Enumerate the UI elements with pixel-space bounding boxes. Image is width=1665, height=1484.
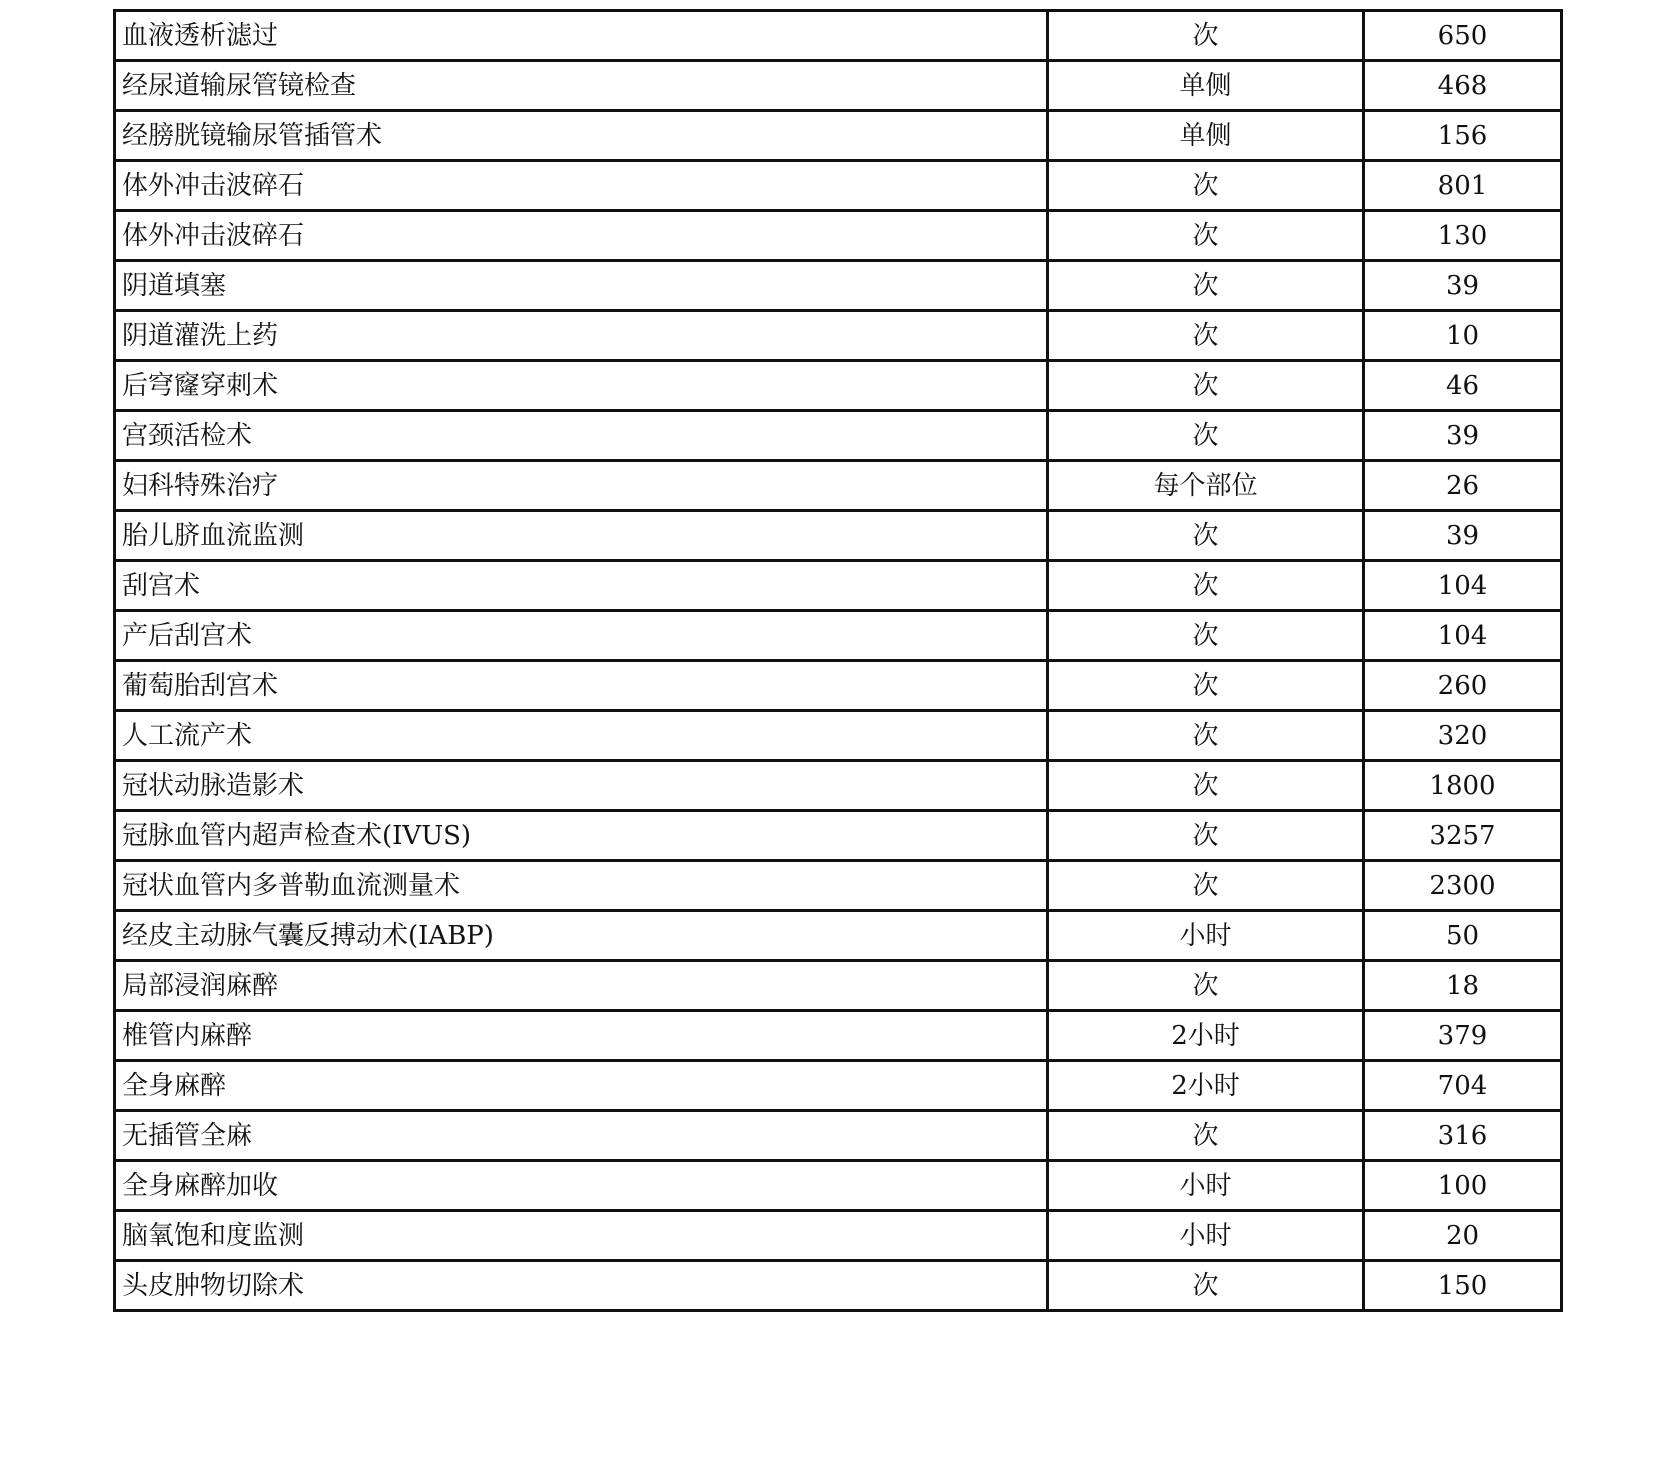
item-name-cell: 全身麻醉 [115, 1061, 1048, 1111]
unit-cell: 次 [1048, 1111, 1364, 1161]
unit-cell: 次 [1048, 961, 1364, 1011]
unit-cell: 次 [1048, 711, 1364, 761]
unit-cell: 次 [1048, 411, 1364, 461]
fee-table [113, 9, 1563, 1312]
price-cell: 3257 [1364, 811, 1562, 861]
unit-cell: 次 [1048, 261, 1364, 311]
item-name-cell: 人工流产术 [115, 711, 1048, 761]
price-cell: 150 [1364, 1261, 1562, 1311]
item-name-cell: 冠脉血管内超声检查术(IVUS) [115, 811, 1048, 861]
price-cell: 20 [1364, 1211, 1562, 1261]
table-row [115, 1211, 1562, 1261]
price-cell: 801 [1364, 161, 1562, 211]
item-name-cell: 全身麻醉加收 [115, 1161, 1048, 1211]
unit-cell: 次 [1048, 211, 1364, 261]
table-row [115, 111, 1562, 161]
table-row [115, 161, 1562, 211]
table-row [115, 361, 1562, 411]
table-row [115, 61, 1562, 111]
price-cell: 156 [1364, 111, 1562, 161]
item-name-cell: 经皮主动脉气囊反搏动术(IABP) [115, 911, 1048, 961]
price-cell: 316 [1364, 1111, 1562, 1161]
price-cell: 704 [1364, 1061, 1562, 1111]
price-cell: 18 [1364, 961, 1562, 1011]
unit-cell: 小时 [1048, 1211, 1364, 1261]
unit-cell: 次 [1048, 511, 1364, 561]
item-name-cell: 无插管全麻 [115, 1111, 1048, 1161]
table-row [115, 1111, 1562, 1161]
table-row [115, 811, 1562, 861]
item-name-cell: 阴道灌洗上药 [115, 311, 1048, 361]
table-row [115, 411, 1562, 461]
unit-cell: 次 [1048, 11, 1364, 61]
unit-cell: 单侧 [1048, 61, 1364, 111]
price-cell: 10 [1364, 311, 1562, 361]
price-cell: 468 [1364, 61, 1562, 111]
item-name-cell: 椎管内麻醉 [115, 1011, 1048, 1061]
unit-cell: 单侧 [1048, 111, 1364, 161]
item-name-cell: 脑氧饱和度监测 [115, 1211, 1048, 1261]
price-cell: 130 [1364, 211, 1562, 261]
table-row [115, 1061, 1562, 1111]
table-row [115, 1261, 1562, 1311]
item-name-cell: 局部浸润麻醉 [115, 961, 1048, 1011]
item-name-cell: 经膀胱镜输尿管插管术 [115, 111, 1048, 161]
price-cell: 104 [1364, 611, 1562, 661]
item-name-cell: 胎儿脐血流监测 [115, 511, 1048, 561]
table-row [115, 711, 1562, 761]
table-row [115, 511, 1562, 561]
table-row [115, 1011, 1562, 1061]
table-row [115, 861, 1562, 911]
table-row [115, 661, 1562, 711]
item-name-cell: 阴道填塞 [115, 261, 1048, 311]
table-row [115, 611, 1562, 661]
price-cell: 1800 [1364, 761, 1562, 811]
price-cell: 650 [1364, 11, 1562, 61]
table-row [115, 461, 1562, 511]
unit-cell: 次 [1048, 661, 1364, 711]
fee-table-body [115, 11, 1562, 1311]
price-cell: 39 [1364, 261, 1562, 311]
unit-cell: 每个部位 [1048, 461, 1364, 511]
unit-cell: 次 [1048, 811, 1364, 861]
item-name-cell: 体外冲击波碎石 [115, 211, 1048, 261]
table-row [115, 961, 1562, 1011]
table-row [115, 261, 1562, 311]
unit-cell: 小时 [1048, 1161, 1364, 1211]
item-name-cell: 体外冲击波碎石 [115, 161, 1048, 211]
price-cell: 104 [1364, 561, 1562, 611]
unit-cell: 次 [1048, 561, 1364, 611]
unit-cell: 2小时 [1048, 1011, 1364, 1061]
table-row [115, 211, 1562, 261]
price-cell: 2300 [1364, 861, 1562, 911]
unit-cell: 2小时 [1048, 1061, 1364, 1111]
item-name-cell: 妇科特殊治疗 [115, 461, 1048, 511]
price-cell: 46 [1364, 361, 1562, 411]
table-row [115, 561, 1562, 611]
item-name-cell: 葡萄胎刮宫术 [115, 661, 1048, 711]
item-name-cell: 宫颈活检术 [115, 411, 1048, 461]
unit-cell: 次 [1048, 311, 1364, 361]
item-name-cell: 头皮肿物切除术 [115, 1261, 1048, 1311]
price-cell: 260 [1364, 661, 1562, 711]
table-row [115, 761, 1562, 811]
price-cell: 39 [1364, 411, 1562, 461]
price-cell: 100 [1364, 1161, 1562, 1211]
unit-cell: 次 [1048, 761, 1364, 811]
item-name-cell: 后穹窿穿刺术 [115, 361, 1048, 411]
item-name-cell: 血液透析滤过 [115, 11, 1048, 61]
table-row [115, 311, 1562, 361]
unit-cell: 次 [1048, 361, 1364, 411]
price-cell: 39 [1364, 511, 1562, 561]
unit-cell: 次 [1048, 861, 1364, 911]
item-name-cell: 冠状血管内多普勒血流测量术 [115, 861, 1048, 911]
unit-cell: 次 [1048, 161, 1364, 211]
price-cell: 50 [1364, 911, 1562, 961]
unit-cell: 小时 [1048, 911, 1364, 961]
item-name-cell: 经尿道输尿管镜检查 [115, 61, 1048, 111]
item-name-cell: 刮宫术 [115, 561, 1048, 611]
price-cell: 379 [1364, 1011, 1562, 1061]
price-cell: 320 [1364, 711, 1562, 761]
unit-cell: 次 [1048, 611, 1364, 661]
item-name-cell: 冠状动脉造影术 [115, 761, 1048, 811]
unit-cell: 次 [1048, 1261, 1364, 1311]
table-row [115, 1161, 1562, 1211]
table-row [115, 911, 1562, 961]
table-row [115, 11, 1562, 61]
price-cell: 26 [1364, 461, 1562, 511]
item-name-cell: 产后刮宫术 [115, 611, 1048, 661]
